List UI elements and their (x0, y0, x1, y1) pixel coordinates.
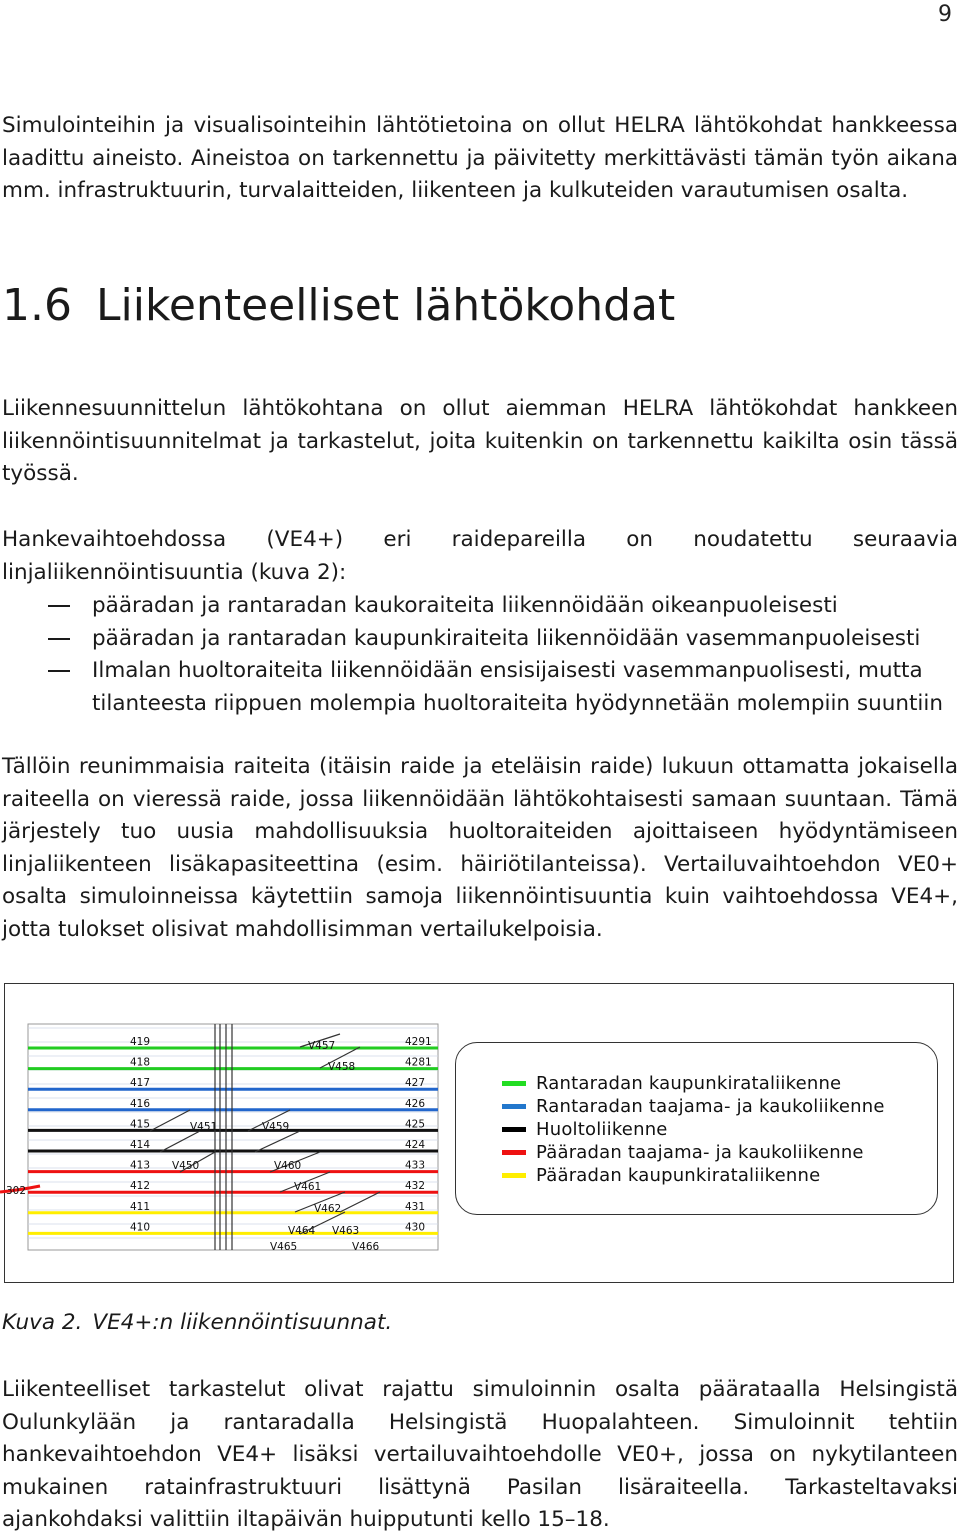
left-track-label: 415 (130, 1118, 151, 1131)
legend-item (502, 1164, 820, 1187)
caption-text: VE4+:n liikennöintisuunnat. (92, 1310, 393, 1335)
left-track-label: 419 (130, 1036, 151, 1048)
paragraph-2: Hankevaihtoehdossa (VE4+) eri raidepareilla on noudatettu seuraavia linjaliikennöintisuuntia (kuva 2): (2, 527, 958, 585)
dash-icon (48, 638, 70, 640)
switch-label: V450 (172, 1160, 200, 1172)
legend-swatch (502, 1104, 526, 1109)
legend-item (502, 1141, 864, 1164)
legend-box (455, 1042, 938, 1215)
cut-track-label: 302 (6, 1185, 27, 1197)
switch-label: V459 (262, 1121, 290, 1133)
legend-item (502, 1095, 885, 1118)
bullet-item (0, 623, 960, 656)
right-track-label: 430 (405, 1221, 426, 1234)
legend-item (502, 1072, 841, 1095)
right-track-label: 4281 (405, 1056, 432, 1069)
bullet-text: pääradan ja rantaradan kaupunkiraiteita liikennöidään vasemmanpuoleisesti (92, 625, 921, 651)
switch-label: V462 (314, 1203, 342, 1215)
intro-paragraph: Simulointeihin ja visualisointeihin lähtötietoina on ollut HELRA lähtökohdat hankkeessa laadittu aineisto. Aineistoa on tarkennettu ja päivitetty merkittävästi tämän työn aikana mm. infrastruktuurin, turvalaitteiden, liikenteen ja kulkuteiden varautumisen osalta. (2, 113, 958, 203)
legend-label: Huoltoliikenne (536, 1119, 668, 1140)
bullet-item (0, 655, 960, 720)
bullet-list (0, 590, 960, 720)
dash-icon (48, 605, 70, 607)
bullet-item (0, 590, 960, 623)
switch-label: V457 (308, 1040, 336, 1052)
section-number: 1.6 (2, 280, 72, 331)
figure-caption (2, 1310, 392, 1335)
legend-label: Pääradan kaupunkirataliikenne (536, 1165, 821, 1186)
right-track-label: 426 (405, 1097, 426, 1110)
switch-label: V465 (270, 1241, 298, 1253)
left-track-label: 416 (130, 1097, 151, 1110)
legend-swatch (502, 1081, 526, 1086)
legend-label: Pääradan taajama- ja kaukoliikenne (536, 1142, 864, 1163)
right-track-label: 431 (405, 1200, 426, 1213)
switch-label: V451 (190, 1121, 218, 1133)
section-title: Liikenteelliset lähtökohdat (95, 280, 676, 331)
switch-label: V460 (274, 1160, 302, 1172)
left-track-label: 414 (130, 1139, 151, 1151)
bullet-text: pääradan ja rantaradan kaukoraiteita liikennöidään oikeanpuoleisesti (92, 593, 838, 618)
right-track-label: 427 (405, 1077, 426, 1090)
paragraph-3: Tällöin reunimmaisia raiteita (itäisin raide ja eteläisin raide) lukuun ottamatta jokaisella raiteella on vieressä raide, jossa liikennöidään lähtökohtaisesti samaan suuntaan. Tämä järjestely tuo uusia mahdollisuuksia huoltoraiteiden ajoittaiseen hyödyntämiseen linjaliikenteen lisäkapasiteettina (esim. häiriötilanteissa). Vertailuvaihtoehdon VE0+ osalta simuloinneissa käytettiin samoja liikennöintisuuntia kuin vaihtoehdossa VE4+, jotta tulokset olisivat mahdollisimman vertailukelpoisia. (2, 754, 958, 942)
switch-label: V466 (352, 1241, 380, 1253)
legend-swatch (502, 1173, 526, 1178)
switch-label: V464 (288, 1225, 316, 1237)
bullet-text: Ilmalan huoltoraiteita liikennöidään ensisijaisesti vasemmanpuolisesti, mutta tilanteesta riippuen molempia huoltoraiteita hyödynnetään molempiin suuntiin (92, 658, 943, 716)
right-track-label: 424 (405, 1139, 426, 1151)
legend-swatch (502, 1127, 526, 1132)
legend-swatch (502, 1150, 526, 1155)
right-track-label: 433 (405, 1159, 426, 1172)
right-track-label: 425 (405, 1118, 426, 1131)
left-track-label: 418 (130, 1056, 151, 1069)
left-track-label: 411 (130, 1200, 151, 1213)
legend-label: Rantaradan kaupunkirataliikenne (536, 1073, 842, 1094)
section-heading (2, 280, 675, 331)
right-track-label: 4291 (405, 1036, 432, 1048)
paragraph-4: Liikenteelliset tarkastelut olivat rajattu simuloinnin osalta päärataalla Helsingistä Oulunkylään ja rantaradalla Helsingistä Huopalahteen. Simuloinnit tehtiin hankevaihtoehdon VE4+ lisäksi vertailuvaihtoehdolle VE0+, jossa on nykytilanteen mukainen ratainfrastruktuuri lisättynä Pasilan lisäraiteella. Tarkasteltavaksi ajankohdaksi valittiin iltapäivän huipputunti kello 15–18. (2, 1377, 958, 1532)
switch-label: V461 (294, 1181, 322, 1193)
left-track-label: 412 (130, 1180, 151, 1193)
page-number: 9 (938, 2, 952, 27)
switch-label: V463 (332, 1225, 360, 1237)
left-track-label: 410 (130, 1221, 151, 1234)
left-track-label: 413 (130, 1159, 151, 1172)
switch-label: V458 (328, 1061, 356, 1073)
caption-label: Kuva 2. (2, 1310, 83, 1335)
left-track-label: 417 (130, 1077, 151, 1090)
dash-icon (48, 670, 70, 672)
legend-item (502, 1118, 668, 1141)
right-track-label: 432 (405, 1180, 426, 1193)
paragraph-1: Liikennesuunnittelun lähtökohtana on ollut aiemman HELRA lähtökohdat hankkeen liikennöintisuunnitelmat ja tarkastelut, joita kuitenkin on tarkennettu kaikilta osin tässä työssä. (2, 396, 958, 486)
legend-label: Rantaradan taajama- ja kaukoliikenne (536, 1096, 885, 1117)
track-diagram (0, 1022, 440, 1254)
